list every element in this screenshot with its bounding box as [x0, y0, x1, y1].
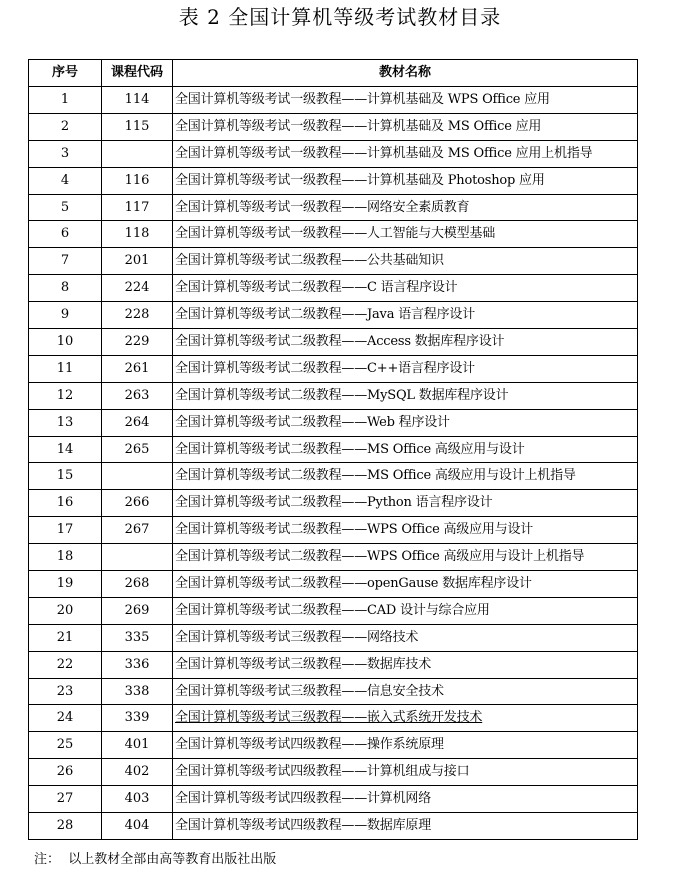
- table-row: [29, 759, 638, 786]
- table-row: [29, 732, 638, 759]
- course-code-cell: 269: [102, 597, 173, 624]
- serial-number-cell: 3: [29, 140, 102, 167]
- textbook-name-cell: 全国计算机等级考试二级教程——C++语言程序设计: [173, 355, 638, 382]
- table-row: [29, 571, 638, 598]
- textbook-name-underlined: 全国计算机等级考试三级教程——嵌入式系统开发技术: [175, 710, 483, 726]
- page-title: 表 2 全国计算机等级考试教材目录: [178, 5, 502, 29]
- course-code-cell: 224: [102, 275, 173, 302]
- serial-number-cell: 12: [29, 382, 102, 409]
- course-code-cell: 117: [102, 194, 173, 221]
- course-code-cell: 404: [102, 813, 173, 840]
- textbook-name-cell: 全国计算机等级考试二级教程——WPS Office 高级应用与设计: [173, 517, 638, 544]
- textbook-name-cell: 全国计算机等级考试二级教程——Access 数据库程序设计: [173, 329, 638, 356]
- table-row: [29, 221, 638, 248]
- textbook-name-cell: 全国计算机等级考试二级教程——C 语言程序设计: [173, 275, 638, 302]
- table-body: [29, 87, 638, 840]
- header-course-code: 课程代码: [102, 60, 173, 87]
- header-serial-number: 序号: [29, 60, 102, 87]
- table-row: [29, 544, 638, 571]
- course-code-cell: 201: [102, 248, 173, 275]
- serial-number-cell: 24: [29, 705, 102, 732]
- textbook-name-cell: 全国计算机等级考试一级教程——网络安全素质教育: [173, 194, 638, 221]
- serial-number-cell: 22: [29, 651, 102, 678]
- course-code-cell: [102, 140, 173, 167]
- textbook-name-cell: 全国计算机等级考试二级教程——Python 语言程序设计: [173, 490, 638, 517]
- table-row: [29, 248, 638, 275]
- course-code-cell: 266: [102, 490, 173, 517]
- serial-number-cell: 7: [29, 248, 102, 275]
- table-row: [29, 275, 638, 302]
- serial-number-cell: 2: [29, 113, 102, 140]
- table-row: [29, 651, 638, 678]
- textbook-name-cell: 全国计算机等级考试四级教程——计算机组成与接口: [173, 759, 638, 786]
- table-row: [29, 167, 638, 194]
- table-row: [29, 140, 638, 167]
- textbook-name-cell: 全国计算机等级考试一级教程——计算机基础及 MS Office 应用: [173, 113, 638, 140]
- table-row: [29, 490, 638, 517]
- textbook-name-cell: 全国计算机等级考试二级教程——WPS Office 高级应用与设计上机指导: [173, 544, 638, 571]
- serial-number-cell: 17: [29, 517, 102, 544]
- serial-number-cell: 18: [29, 544, 102, 571]
- textbook-name-cell: 全国计算机等级考试二级教程——MySQL 数据库程序设计: [173, 382, 638, 409]
- table-header-row: [29, 60, 638, 87]
- table-row: [29, 194, 638, 221]
- course-code-cell: 265: [102, 436, 173, 463]
- serial-number-cell: 9: [29, 302, 102, 329]
- textbook-name-cell: 全国计算机等级考试二级教程——MS Office 高级应用与设计上机指导: [173, 463, 638, 490]
- table-row: [29, 87, 638, 114]
- serial-number-cell: 27: [29, 786, 102, 813]
- serial-number-cell: 4: [29, 167, 102, 194]
- course-code-cell: 116: [102, 167, 173, 194]
- table-row: [29, 678, 638, 705]
- textbook-name-cell: 全国计算机等级考试二级教程——Java 语言程序设计: [173, 302, 638, 329]
- table-row: [29, 705, 638, 732]
- table-row: [29, 624, 638, 651]
- table-row: [29, 517, 638, 544]
- serial-number-cell: 14: [29, 436, 102, 463]
- table-row: [29, 786, 638, 813]
- course-code-cell: [102, 544, 173, 571]
- course-code-cell: 402: [102, 759, 173, 786]
- table-row: [29, 355, 638, 382]
- serial-number-cell: 10: [29, 329, 102, 356]
- course-code-cell: 268: [102, 571, 173, 598]
- table-row: [29, 463, 638, 490]
- course-code-cell: 263: [102, 382, 173, 409]
- serial-number-cell: 6: [29, 221, 102, 248]
- table-row: [29, 113, 638, 140]
- textbook-name-cell: 全国计算机等级考试四级教程——计算机网络: [173, 786, 638, 813]
- course-code-cell: 403: [102, 786, 173, 813]
- textbook-name-cell: 全国计算机等级考试二级教程——Web 程序设计: [173, 409, 638, 436]
- textbook-name-cell: 全国计算机等级考试二级教程——CAD 设计与综合应用: [173, 597, 638, 624]
- serial-number-cell: 16: [29, 490, 102, 517]
- serial-number-cell: 8: [29, 275, 102, 302]
- course-code-cell: 264: [102, 409, 173, 436]
- course-code-cell: 267: [102, 517, 173, 544]
- table-row: [29, 597, 638, 624]
- course-code-cell: 228: [102, 302, 173, 329]
- serial-number-cell: 19: [29, 571, 102, 598]
- course-code-cell: 115: [102, 113, 173, 140]
- textbook-name-cell: 全国计算机等级考试四级教程——数据库原理: [173, 813, 638, 840]
- course-code-cell: [102, 463, 173, 490]
- course-code-cell: 229: [102, 329, 173, 356]
- serial-number-cell: 11: [29, 355, 102, 382]
- course-code-cell: 335: [102, 624, 173, 651]
- table-row: [29, 436, 638, 463]
- textbook-name-cell: 全国计算机等级考试三级教程——网络技术: [173, 624, 638, 651]
- textbook-name-cell: 全国计算机等级考试二级教程——MS Office 高级应用与设计: [173, 436, 638, 463]
- serial-number-cell: 13: [29, 409, 102, 436]
- course-code-cell: 339: [102, 705, 173, 732]
- textbook-name-cell: 全国计算机等级考试一级教程——计算机基础及 WPS Office 应用: [173, 87, 638, 114]
- textbook-name-cell: 全国计算机等级考试三级教程——信息安全技术: [173, 678, 638, 705]
- course-code-cell: 401: [102, 732, 173, 759]
- course-code-cell: 336: [102, 651, 173, 678]
- textbook-name-cell: 全国计算机等级考试二级教程——公共基础知识: [173, 248, 638, 275]
- textbook-name-cell: 全国计算机等级考试一级教程——计算机基础及 Photoshop 应用: [173, 167, 638, 194]
- textbook-catalog-table: [28, 59, 638, 840]
- serial-number-cell: 26: [29, 759, 102, 786]
- textbook-name-cell: 全国计算机等级考试一级教程——计算机基础及 MS Office 应用上机指导: [173, 140, 638, 167]
- table-row: [29, 813, 638, 840]
- course-code-cell: 118: [102, 221, 173, 248]
- course-code-cell: 114: [102, 87, 173, 114]
- table-row: [29, 302, 638, 329]
- serial-number-cell: 25: [29, 732, 102, 759]
- serial-number-cell: 23: [29, 678, 102, 705]
- serial-number-cell: 1: [29, 87, 102, 114]
- textbook-name-cell: 全国计算机等级考试二级教程——openGause 数据库程序设计: [173, 571, 638, 598]
- header-textbook-name: 教材名称: [173, 60, 638, 87]
- table-row: [29, 409, 638, 436]
- textbook-name-cell: 全国计算机等级考试四级教程——操作系统原理: [173, 732, 638, 759]
- serial-number-cell: 28: [29, 813, 102, 840]
- serial-number-cell: 15: [29, 463, 102, 490]
- course-code-cell: 261: [102, 355, 173, 382]
- serial-number-cell: 20: [29, 597, 102, 624]
- table-row: [29, 329, 638, 356]
- serial-number-cell: 21: [29, 624, 102, 651]
- serial-number-cell: 5: [29, 194, 102, 221]
- textbook-name-cell: 全国计算机等级考试三级教程——数据库技术: [173, 651, 638, 678]
- course-code-cell: 338: [102, 678, 173, 705]
- footnote: 注： 以上教材全部由高等教育出版社出版: [34, 852, 277, 867]
- table-row: [29, 382, 638, 409]
- textbook-name-cell: 全国计算机等级考试一级教程——人工智能与大模型基础: [173, 221, 638, 248]
